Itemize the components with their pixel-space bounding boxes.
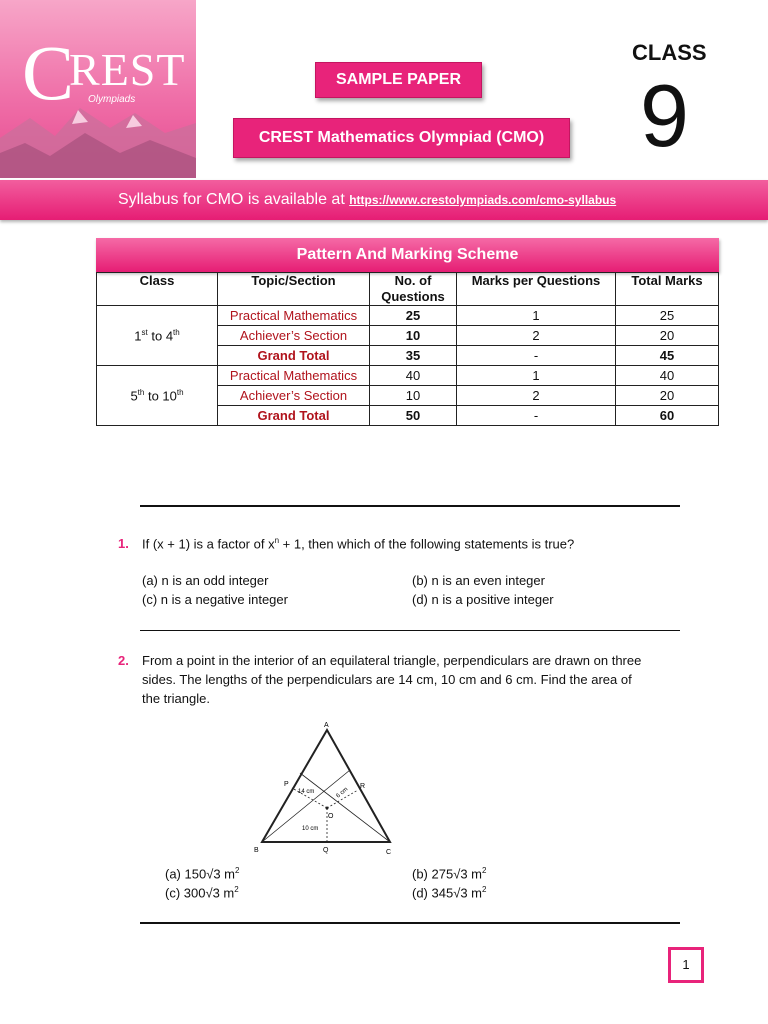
topic-cell: Achiever’s Section: [218, 386, 370, 406]
questions-cell: 10: [370, 326, 457, 346]
class-start-sup: st: [141, 327, 148, 337]
total-cell: 40: [616, 366, 719, 386]
table-row: [97, 306, 719, 326]
col-header-total: Total Marks: [616, 273, 719, 306]
table-row: [97, 366, 719, 386]
crest-logo: [0, 0, 196, 178]
questions-cell: 35: [370, 346, 457, 366]
option-unit-sup: 2: [235, 866, 240, 875]
total-cell: 25: [616, 306, 719, 326]
label-a: A: [324, 722, 329, 729]
question-text: From a point in the interior of an equilateral triangle, perpendiculars are drawn on three: [142, 653, 642, 668]
option-text: (c) 300√3 m: [165, 885, 235, 901]
logo-c: C: [22, 29, 76, 116]
questions-cell: 25: [370, 306, 457, 326]
option-d[interactable]: (d) n is a positive integer: [412, 592, 554, 607]
topic-cell: Grand Total: [218, 346, 370, 366]
logo-word: REST: [69, 44, 186, 95]
option-b[interactable]: [412, 866, 486, 881]
marks-cell: 2: [457, 326, 616, 346]
questions-cell: 10: [370, 386, 457, 406]
mountains-graphic: [0, 98, 196, 178]
class-cell: [97, 306, 218, 366]
total-cell: 20: [616, 386, 719, 406]
marks-cell: 1: [457, 306, 616, 326]
topic-cell: Grand Total: [218, 406, 370, 426]
questions-cell: 40: [370, 366, 457, 386]
syllabus-label: Syllabus for CMO is available at: [118, 191, 350, 208]
question-number: 1.: [118, 536, 129, 552]
label-6cm: 6 cm: [335, 786, 350, 800]
class-end-sup: th: [173, 327, 180, 337]
col-header-topic: Topic/Section: [218, 273, 370, 306]
marking-scheme-table: [96, 238, 719, 426]
option-c[interactable]: (c) n is a negative integer: [142, 592, 288, 607]
label-10cm: 10 cm: [302, 826, 319, 832]
class-start: 5: [130, 388, 138, 404]
col-header-questions: No. of Questions: [370, 273, 457, 306]
question-exponent: n: [274, 536, 280, 545]
label-b: B: [254, 847, 259, 854]
option-text: (d) 345√3 m: [412, 885, 482, 901]
syllabus-link[interactable]: https://www.crestolympiads.com/cmo-syllabus: [349, 193, 617, 207]
divider: [140, 505, 680, 507]
question-text-end: + 1, then which of the following statements is true?: [279, 536, 575, 552]
question-2: [118, 651, 641, 708]
total-cell: 20: [616, 326, 719, 346]
syllabus-bar: [0, 180, 768, 220]
olympiad-name-badge: CREST Mathematics Olympiad (CMO): [233, 118, 570, 158]
marks-cell: -: [457, 346, 616, 366]
class-end: to 10: [144, 388, 177, 404]
class-label: CLASS: [632, 40, 707, 65]
label-p: P: [284, 781, 289, 788]
label-q: Q: [323, 847, 329, 854]
option-c[interactable]: [165, 885, 239, 900]
option-text: (b) 275√3 m: [412, 866, 482, 882]
label-o: O: [328, 813, 334, 820]
class-end-sup: th: [176, 387, 184, 397]
topic-cell: Achiever’s Section: [218, 326, 370, 346]
divider: [140, 630, 680, 631]
sample-paper-badge: SAMPLE PAPER: [315, 62, 482, 98]
option-a[interactable]: [165, 866, 239, 881]
marks-cell: 2: [457, 386, 616, 406]
class-number: 9: [640, 66, 689, 165]
question-line: the triangle.: [142, 691, 210, 706]
question-line: sides. The lengths of the perpendiculars are 14 cm, 10 cm and 6 cm. Find the area of: [142, 672, 632, 687]
label-14cm: 14 cm: [298, 789, 315, 795]
col-header-class: Class: [97, 273, 218, 306]
option-b[interactable]: (b) n is an even integer: [412, 573, 545, 588]
divider: [140, 922, 680, 924]
table-title: Pattern And Marking Scheme: [96, 238, 719, 272]
class-cell: [97, 366, 218, 426]
option-unit-sup: 2: [482, 885, 487, 894]
topic-cell: Practical Mathematics: [218, 366, 370, 386]
option-unit-sup: 2: [482, 866, 487, 875]
marks-cell: 1: [457, 366, 616, 386]
label-c: C: [386, 849, 392, 856]
col-header-marks: Marks per Questions: [457, 273, 616, 306]
question-number: 2.: [118, 653, 129, 668]
class-end: to 4: [147, 328, 174, 344]
label-r: R: [360, 783, 366, 790]
total-cell: 45: [616, 346, 719, 366]
question-text: If (x + 1) is a factor of x: [142, 536, 275, 552]
topic-cell: Practical Mathematics: [218, 306, 370, 326]
scheme-table: [96, 272, 719, 426]
questions-cell: 50: [370, 406, 457, 426]
marks-cell: -: [457, 406, 616, 426]
option-text: (a) 150√3 m: [165, 866, 235, 882]
option-a[interactable]: (a) n is an odd integer: [142, 573, 269, 588]
logo-subtitle: Olympiads: [88, 94, 136, 105]
option-unit-sup: 2: [234, 885, 239, 894]
syllabus-text: [118, 180, 616, 220]
triangle-figure: [250, 718, 400, 860]
question-line: [118, 651, 641, 670]
option-d[interactable]: [412, 885, 486, 900]
question-1: [118, 536, 574, 551]
total-cell: 60: [616, 406, 719, 426]
class-start-sup: th: [137, 387, 145, 397]
class-start: 1: [134, 328, 142, 344]
page-number: 1: [668, 947, 704, 983]
table-header-row: [97, 273, 719, 306]
